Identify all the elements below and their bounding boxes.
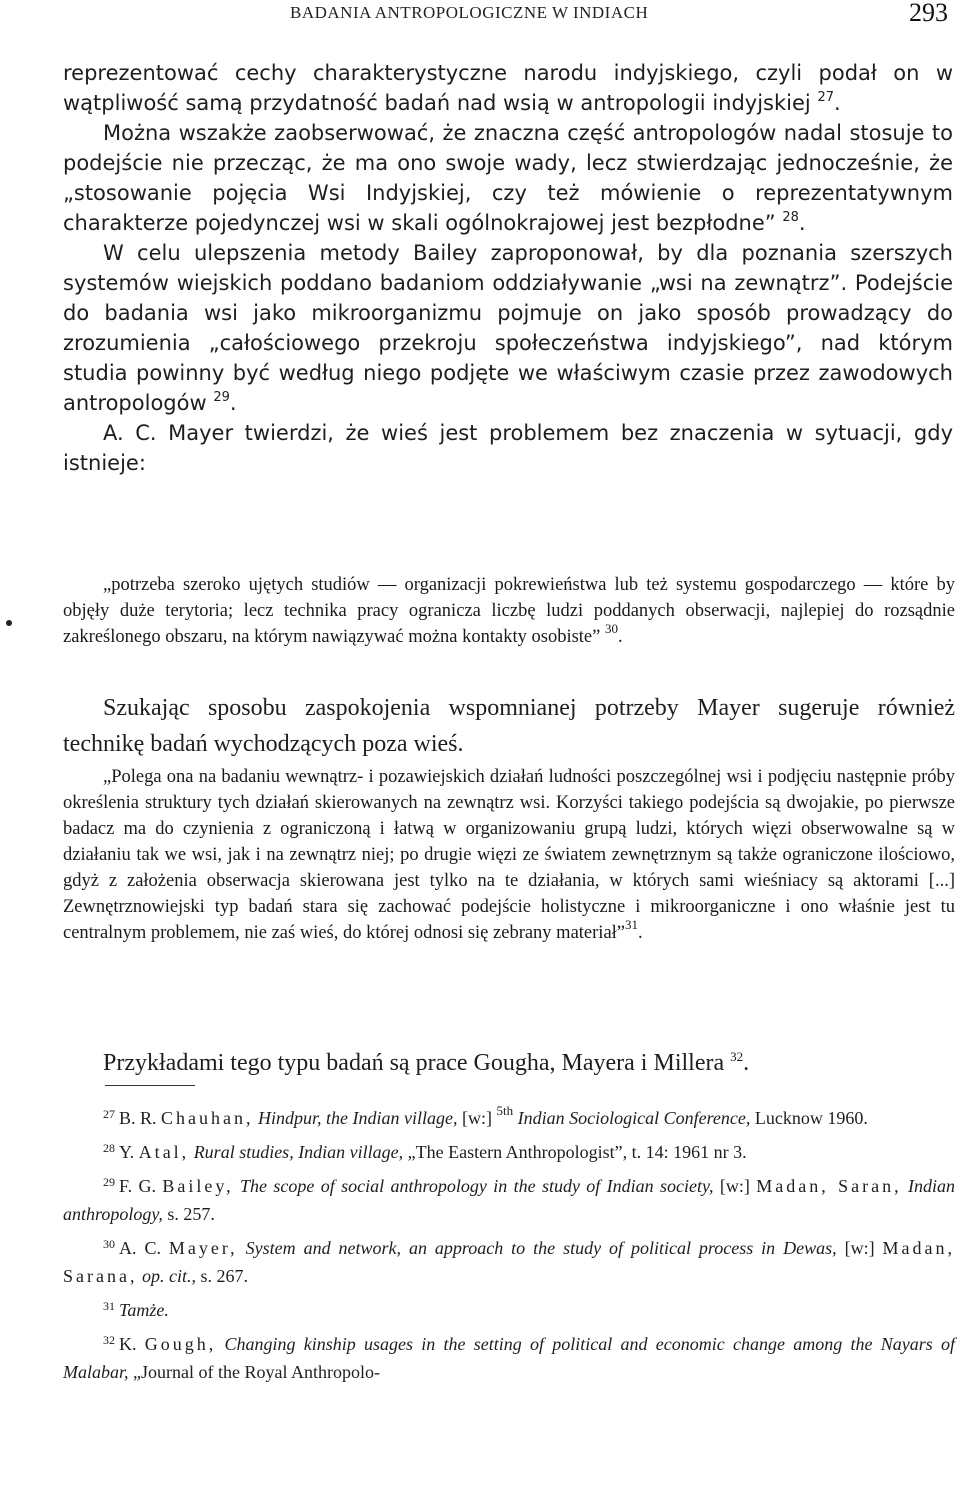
footnote-32: $^{32}$ K. Gough, Changing kinship usages in the setting of political and economic change among the Nayars of Malabar, „Journal of the Royal Anthropolo- (63, 1333, 956, 1382)
running-head: BADANIA ANTROPOLOGICZNE W INDIACH (290, 3, 649, 22)
footnote-30: $^{30}$ A. C. Mayer, System and network, an approach to the study of political process in Dewas, [w:] Madan, Sarana, op. cit., s. 267. (63, 1237, 956, 1286)
footnote-ref-27[interactable]: 27 (817, 90, 834, 105)
footnote-ref-31[interactable]: 31 (625, 917, 639, 932)
footnote-ref-29[interactable]: 29 (213, 390, 230, 405)
paragraph-4: A. C. Mayer twierdzi, że wieś jest problemem bez znaczenia w sytuacji, gdy istnieje: (63, 421, 953, 475)
footnote-28: $^{28}$ Y. Atal, Rural studies, Indian village, „The Eastern Anthropologist”, t. 14: 1961 nr 3. (103, 1141, 747, 1162)
paragraph-3: W celu ulepszenia metody Bailey zaproponował, by dla poznania szerszych systemów wiejskich poddano badaniom oddziaływanie „wsi na zewnątrz”. Podejście do badania wsi jako mikroorganizmu pojmuje on jako sposób prowadzący do zrozumienia „całościowego przekroju społeczeństwa indyjskiego”, nad którym studia powinny być według niego podjęte we właściwym czasie przez zawodowych antropologów $^{29}$. (63, 241, 953, 415)
footnote-separator (105, 1085, 195, 1086)
paragraph-6: Przykładami tego typu badań są prace Gougha, Mayera i Millera $^{32}$. (103, 1049, 750, 1076)
footnote-ref-30[interactable]: 30 (604, 621, 618, 636)
footnote-27: $^{27}$ B. R. Chauhan, Hindpur, the Indian village, [w:] $^{5th}$ Indian Sociological Conference, Lucknow 1960. (103, 1103, 868, 1128)
footnote-ref-28[interactable]: 28 (782, 210, 799, 225)
footnotes (63, 1100, 955, 1388)
footnote-29: $^{29}$ F. G. Bailey, The scope of social anthropology in the study of Indian society, [w:] Madan, Saran, Indian anthropology, s. 257. (63, 1175, 956, 1224)
footnote-31: $^{31}$ Tamże. (103, 1299, 169, 1320)
main-text (63, 58, 953, 478)
page-number: 293 (909, 0, 948, 27)
paragraph-2: Można wszakże zaobserwować, że znaczna część antropologów nadal stosuje to podejście nie przecząc, że ma ono swoje wady, lecz stwierdzając jednocześnie, że „stosowanie pojęcia Wsi Indyjskiej, czy też mówienie o reprezentatywnym charakterze pojedynczej wsi w skali ogólnokrajowej jest bezpłodne” $^{28}$. (63, 121, 953, 235)
paragraph-5: Szukając sposobu zaspokojenia wspomnianej potrzeby Mayer sugeruje również technikę badań wychodzących poza wieś. (63, 695, 955, 757)
paragraph-1: reprezentować cechy charakterystyczne narodu indyjskiego, czyli podał on w wątpliwość samą przydatność badań nad wsią w antropologii indyjskiej $^{27}$. (63, 61, 953, 115)
margin-dot-mark (6, 620, 12, 626)
footnote-ref-32[interactable]: 32 (730, 1049, 744, 1064)
block-quote-2: „Polega ona na badaniu wewnątrz- i pozawiejskich działań ludności poszczególnej wsi i podjęciu następnie próby określenia struktury tych działań skierowanych na zewnątrz wsi. Korzyści takiego podejścia są dwojakie, po pierwsze badacz ma do czynienia z ograniczoną i łatwą w organizowaniu grupą ludzi, których więzi obserwowalne są w działaniu tak we wsi, jak i na zewnątrz niej; po drugie więzi ze światem zewnętrznym są także ograniczone ilościowo, gdyż z założenia obserwacja skierowana jest tylko na te działania, w których sami wieśniacy są aktorami [...] Zewnętrznowiejski typ badań stara się zachować podejście holistyczne i mikroorganiczne i ono właśnie jest tu centralnym problemem, nie zaś wieś, do której odnosi się zebrany materiał”$^{31}$. (63, 767, 955, 943)
page-header (0, 0, 960, 40)
block-quote-1: „potrzeba szeroko ujętych studiów — organizacji pokrewieństwa lub też systemu gospodarczego — które by objęły duże terytoria; lecz technika pracy ogranicza liczbę ludzi poddanych obserwacji, najlepiej do rozsądnie zakreślonego obszaru, na którym nawiązywać można kontakty osobiste” $^{30}$. (63, 575, 955, 647)
